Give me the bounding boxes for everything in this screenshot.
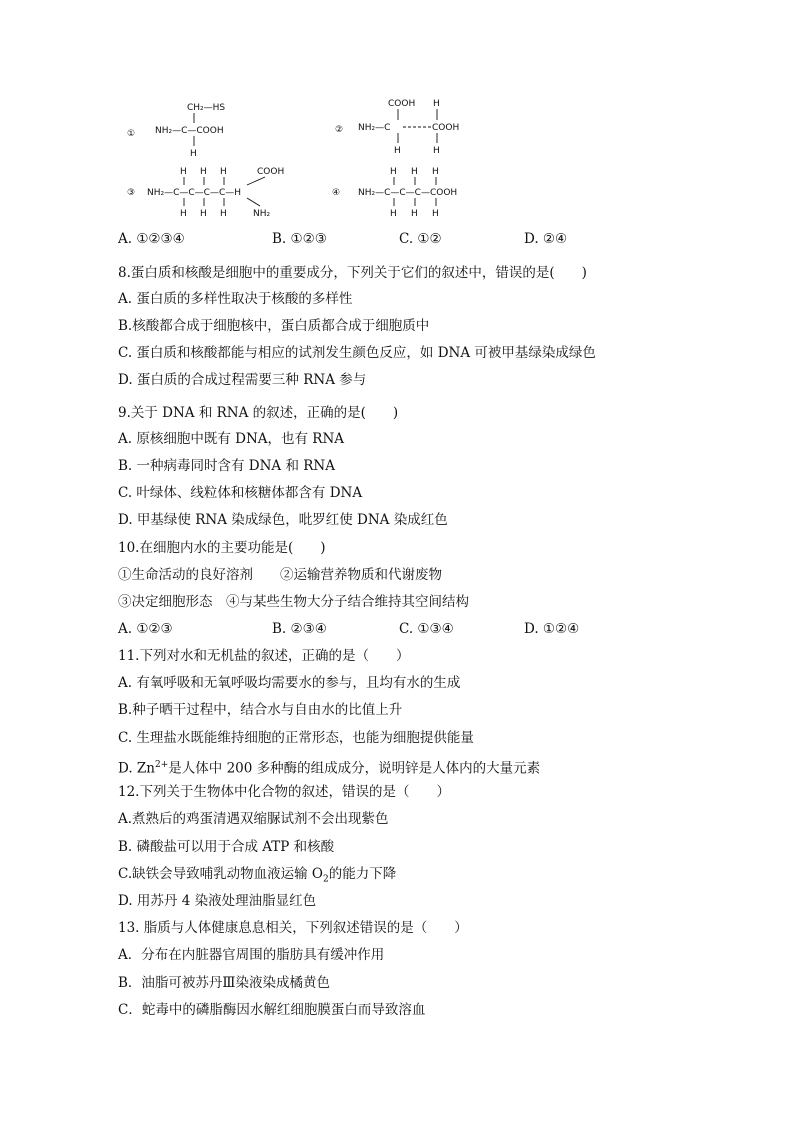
svg-text:H: H [180, 167, 187, 177]
q13-option-c: C．蛇毒中的磷脂酶因水解红细胞膜蛋白而导致溶血 [118, 1002, 426, 1018]
q11-option-b: B.种子晒干过程中，结合水与自由水的比值上升 [118, 702, 403, 718]
svg-text:NH₂: NH₂ [253, 209, 271, 219]
q13-option-a: A．分布在内脏器官周围的脂肪具有缓冲作用 [118, 947, 385, 963]
q12-option-b: B. 磷酸盐可以用于合成 ATP 和核酸 [118, 839, 335, 855]
q12-stem: 12.下列关于生物体中化合物的叙述，错误的是（ ） [118, 784, 450, 800]
q11-option-a: A. 有氧呼吸和无氧呼吸均需要水的参与，且均有水的生成 [118, 675, 461, 691]
q11-d-text: 是人体中 200 多种酶的组成成分，说明锌是人体内的大量元素 [168, 760, 541, 777]
q10-statements-2: ③决定细胞形态 ④与某些生物大分子结合维持其空间结构 [118, 594, 469, 610]
q10-option-b: B. ②③④ [272, 621, 327, 637]
svg-text:H: H [220, 167, 227, 177]
svg-text:H: H [200, 209, 207, 219]
q11-stem: 11.下列对水和无机盐的叙述，正确的是（ ） [118, 648, 410, 664]
q12-c-text: 的能力下降 [328, 866, 397, 882]
svg-text:H: H [411, 209, 418, 219]
structure-1 [125, 96, 265, 170]
q7-option-c: C. ①② [399, 231, 442, 247]
q13-option-b: B．油脂可被苏丹Ⅲ染液染成橘黄色 [118, 975, 330, 991]
svg-text:H: H [390, 167, 397, 177]
structure-4 [330, 162, 490, 231]
svg-text:NH₂—C—C—C—COOH: NH₂—C—C—C—COOH [358, 188, 458, 198]
q7-option-d: D. ②④ [524, 231, 568, 247]
structure-2 [333, 94, 483, 168]
structure-3 [125, 162, 295, 231]
svg-text:H: H [432, 209, 439, 219]
svg-text:COOH: COOH [388, 99, 416, 109]
svg-text:H: H [394, 146, 401, 156]
q10-stem: 10.在细胞内水的主要功能是( ) [118, 540, 326, 556]
svg-text:H: H [390, 209, 397, 219]
q10-option-a: A. ①②③ [118, 621, 173, 637]
q12-option-a: A.煮熟后的鸡蛋清遇双缩脲试剂不会出现紫色 [118, 811, 389, 827]
q7-option-a: A. ①②③④ [118, 231, 185, 247]
q7-option-b: B. ①②③ [272, 231, 327, 247]
structure-1-number: ① [127, 129, 136, 139]
q9-option-b: B. 一种病毒同时含有 DNA 和 RNA [118, 458, 335, 474]
q8-option-b: B.核酸都合成于细胞核中，蛋白质都合成于细胞质中 [118, 318, 430, 334]
structure-4-number: ④ [332, 188, 341, 198]
q13-stem: 13. 脂质与人体健康息息相关，下列叙述错误的是（ ） [118, 920, 468, 936]
svg-text:H: H [411, 167, 418, 177]
q11-option-d [118, 756, 540, 778]
q9-option-c: C. 叶绿体、线粒体和核糖体都含有 DNA [118, 485, 363, 501]
svg-text:H: H [432, 167, 439, 177]
q11-option-c: C. 生理盐水既能维持细胞的正常形态，也能为细胞提供能量 [118, 730, 474, 746]
q10-option-d: D. ①②④ [524, 621, 580, 637]
q12-c-subscript: 2 [323, 874, 329, 885]
q9-option-d: D. 甲基绿使 RNA 染成绿色，吡罗红使 DNA 染成红色 [118, 512, 448, 528]
svg-text:H: H [190, 149, 197, 159]
q12-option-c [118, 865, 396, 889]
svg-text:COOH: COOH [432, 123, 460, 133]
svg-text:NH₂—C—COOH: NH₂—C—COOH [155, 126, 224, 136]
svg-text:H: H [180, 209, 187, 219]
svg-text:H: H [433, 146, 440, 156]
svg-text:NH₂—C—C—C—C—H: NH₂—C—C—C—C—H [147, 188, 242, 198]
q9-option-a: A. 原核细胞中既有 DNA，也有 RNA [118, 431, 345, 447]
svg-text:H: H [433, 99, 440, 109]
structure-3-number: ③ [127, 188, 136, 198]
q11-d-prefix: D. Zn [118, 760, 155, 777]
q9-stem: 9.关于 DNA 和 RNA 的叙述，正确的是( ) [118, 405, 399, 421]
svg-text:H: H [200, 167, 207, 177]
q10-statements-1: ①生命活动的良好溶剂 ②运输营养物质和代谢废物 [118, 567, 442, 583]
q8-stem: 8.蛋白质和核酸是细胞中的重要成分，下列关于它们的叙述中，错误的是( ) [118, 265, 587, 281]
svg-text:H: H [220, 209, 227, 219]
q11-d-charge: 2+ [155, 760, 169, 770]
q8-option-a: A. 蛋白质的多样性取决于核酸的多样性 [118, 291, 353, 307]
svg-text:CH₂—HS: CH₂—HS [187, 103, 226, 113]
q12-option-d: D. 用苏丹 4 染液处理油脂显红色 [118, 893, 317, 909]
svg-text:COOH: COOH [257, 167, 285, 177]
q12-c-prefix: C.缺铁会导致哺乳动物血液运输 O [118, 866, 323, 882]
q8-option-d: D. 蛋白质的合成过程需要三种 RNA 参与 [118, 372, 367, 388]
q10-option-c: C. ①③④ [399, 621, 454, 637]
structure-2-number: ② [335, 125, 344, 135]
svg-text:NH₂—C: NH₂—C [358, 123, 391, 133]
q8-option-c: C. 蛋白质和核酸都能与相应的试剂发生颜色反应，如 DNA 可被甲基绿染成绿色 [118, 345, 596, 361]
